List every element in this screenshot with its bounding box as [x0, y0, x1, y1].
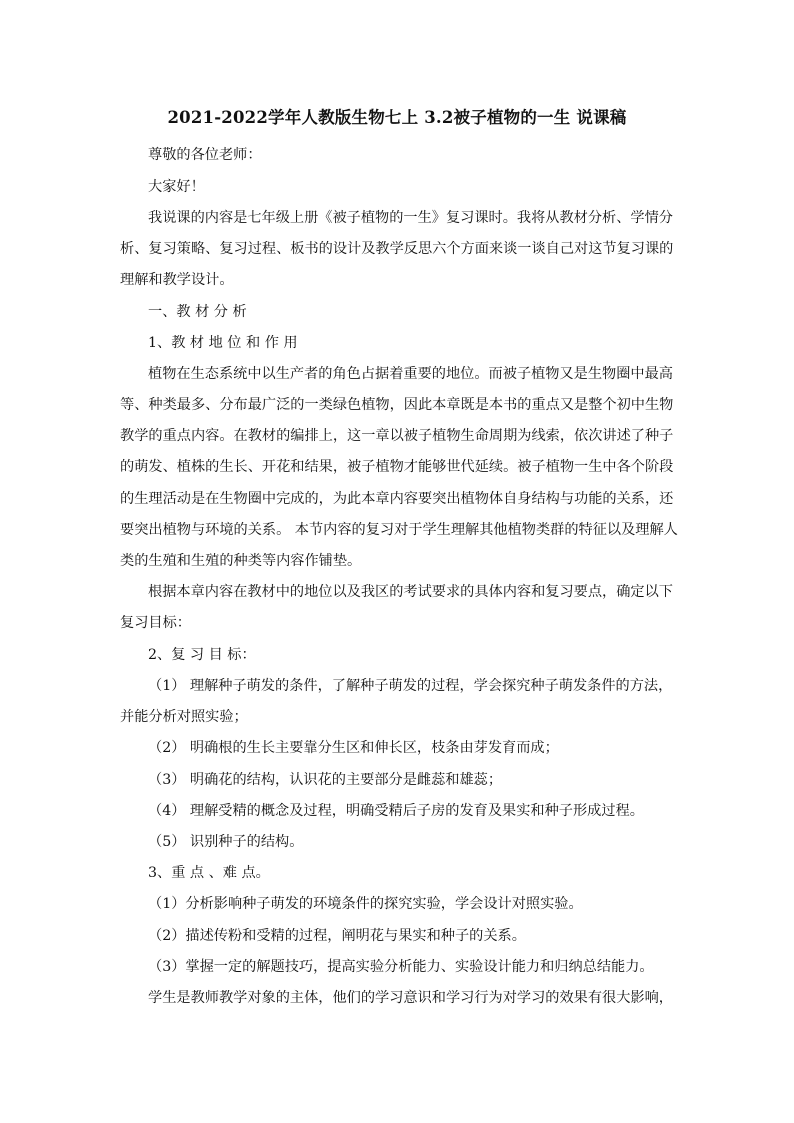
subsection-heading: 3、重 点 、难 点。	[148, 865, 270, 881]
key-item: （1）分析影响种子萌发的环境条件的探究实验，学会设计对照实验。	[148, 896, 583, 912]
intro-line: 析、复习策略、复习过程、板书的设计及教学反思六个方面来谈一谈自己对这节复习课的	[120, 241, 674, 257]
intro-line: 我说课的内容是七年级上册《被子植物的一生》复习课时。我将从教材分析、学情分	[148, 210, 673, 226]
goal-item: （1） 理解种子萌发的条件，了解种子萌发的过程，学会探究种子萌发条件的方法，	[148, 678, 673, 694]
subsection-heading: 1、教 材 地 位 和 作 用	[148, 335, 298, 351]
section-heading: 一、教 材 分 析	[148, 304, 247, 320]
key-item: （2）描述传粉和受精的过程，阐明花与果实和种子的关系。	[148, 928, 526, 944]
paragraph-line: 类的生殖和生殖的种类等内容作铺垫。	[120, 553, 362, 569]
goal-item: （4） 理解受精的概念及过程，明确受精后子房的发育及果实和种子形成过程。	[148, 803, 644, 819]
goal-item: （2） 明确根的生长主要靠分生区和伸长区，枝条由芽发育而成；	[148, 740, 559, 756]
goal-item: 并能分析对照实验；	[120, 709, 248, 725]
paragraph-line: 植物在生态系统中以生产者的角色占据着重要的地位。而被子植物又是生物圈中最高	[148, 366, 673, 382]
subsection-heading: 2、复 习 目 标：	[148, 647, 256, 663]
paragraph-line: 的萌发、植株的生长、开花和结果，被子植物才能够世代延续。被子植物一生中各个阶段	[120, 459, 674, 475]
paragraph-line: 教学的重点内容。在教材的编排上，这一章以被子植物生命周期为线索，依次讲述了种子	[120, 428, 674, 444]
paragraph-line: 要突出植物与环境的关系。 本节内容的复习对于学生理解其他植物类群的特征以及理解人	[120, 522, 678, 538]
paragraph-line: 复习目标：	[120, 615, 191, 631]
paragraph-line: 等、种类最多、分布最广泛的一类绿色植物，因此本章既是本书的重点又是整个初中生物	[120, 397, 674, 413]
goal-item: （3） 明确花的结构，认识花的主要部分是雌蕊和雄蕊；	[148, 772, 503, 788]
paragraph-line: 根据本章内容在教材中的地位以及我区的考试要求的具体内容和复习要点，确定以下	[148, 584, 673, 600]
goal-item: （5） 识别种子的结构。	[148, 834, 304, 850]
page-title: 2021-2022学年人教版生物七上 3.2被子植物的一生 说课稿	[167, 108, 627, 127]
paragraph-line: 的生理活动是在生物圈中完成的，为此本章内容要突出植物体自身结构与功能的关系，还	[120, 491, 674, 507]
key-item: （3）掌握一定的解题技巧，提高实验分析能力、实验设计能力和归纳总结能力。	[148, 959, 654, 975]
paragraph-line: 学生是教师教学对象的主体，他们的学习意识和学习行为对学习的效果有很大影响，	[148, 990, 673, 1006]
greeting: 尊敬的各位老师：	[148, 147, 262, 163]
hello: 大家好！	[148, 179, 205, 195]
intro-line: 理解和教学设计。	[120, 272, 234, 288]
